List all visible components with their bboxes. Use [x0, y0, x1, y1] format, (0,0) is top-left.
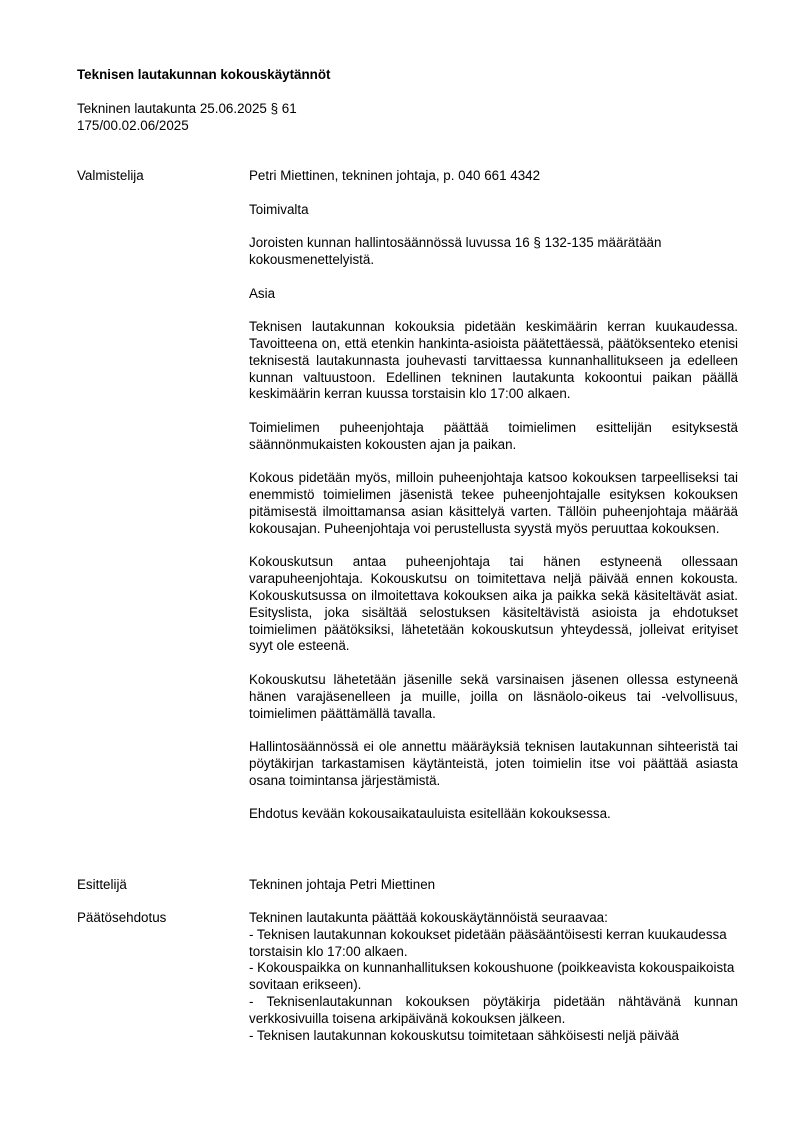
asia-paragraph: Hallintosäännössä ei ole annettu määräyksiä teknisen lautakunnan sihteeristä tai pöytäkirjan tarkastamisen käytänteistä, joten toimielin itse voi päättää asiasta osana toimintansa järjestämistä.	[249, 739, 738, 788]
asia-paragraph: Teknisen lautakunnan kokouksia pidetään keskimäärin kerran kuukaudessa. Tavoitteena on, että etenkin hankinta-asioista päätettäessä, päätöksenteko etenisi teknisestä lautakunnasta jouhevasti tarvittaessa kunnanhallitukseen ja edelleen kunnan valtuustoon. Edellinen tekninen lautakunta kokoontui paikan päällä keskimäärin kerran kuussa torstaisin klo 17:00 alkaen.	[249, 319, 738, 402]
asia-paragraph: Kokouskutsu lähetetään jäsenille sekä varsinaisen jäsenen ollessa estyneenä hänen varajäsenelleen ja muille, joilla on läsnäolo-oikeus tai -velvollisuus, toimielimen päättämällä tavalla.	[249, 671, 738, 721]
meeting-line: Tekninen lautakunta 25.06.2025 § 61	[77, 101, 297, 116]
heading-toimivalta: Toimivalta	[249, 201, 309, 217]
toimivalta-text: Joroisten kunnan hallintosäännössä luvussa 16 § 132-135 määrätään kokousmenettelyistä.	[249, 235, 662, 267]
document-meta	[77, 101, 297, 135]
asia-paragraph: Toimielimen puheenjohtaja päättää toimielimen esittelijän esityksestä säännönmukaisten kokousten ajan ja paikan.	[249, 419, 738, 452]
document-title: Teknisen lautakunnan kokouskäytännöt	[77, 67, 331, 82]
section-content-valmistelija	[249, 168, 738, 823]
section-label-valmistelija: Valmistelija	[77, 168, 144, 183]
heading-asia: Asia	[249, 285, 276, 301]
section-content-esittelija	[249, 877, 738, 894]
proposal-line: - Teknisenlautakunnan kokouksen pöytäkirja pidetään nähtävänä kunnan verkkosivuilla toisena arkipäivänä kokouksen jälkeen.	[249, 993, 738, 1026]
proposal-line: Tekninen lautakunta päättää kokouskäytännöistä seuraavaa:	[249, 910, 608, 925]
asia-paragraph: Ehdotus kevään kokousaikatauluista esitellään kokouksessa.	[249, 806, 611, 822]
section-content-paatosehdotus	[249, 910, 738, 1044]
presenter-name: Tekninen johtaja Petri Miettinen	[249, 877, 436, 892]
proposal-line: - Teknisen lautakunnan kokoukset pidetään pääsääntöisesti kerran kuukaudessa torstaisin klo 17:00 alkaen.	[249, 926, 727, 959]
proposal-line: - Kokouspaikka on kunnanhallituksen kokoushuone (poikkeavista kokouspaikoista sovitaan erikseen).	[249, 960, 735, 993]
proposal-line: - Teknisen lautakunnan kokouskutsu toimitetaan sähköisesti neljä päivää	[249, 1027, 680, 1043]
asia-paragraph: Kokouskutsun antaa puheenjohtaja tai hänen estyneenä ollessaan varapuheenjohtaja. Kokouskutsu on toimitettava neljä päivää ennen kokousta. Kokouskutsussa on ilmoitettava kokouksen aika ja paikka sekä käsiteltävät asiat. Esityslista, joka sisältää selostuksen käsiteltävistä asioista ja ehdotukset toimielimen päätöksiksi, lähetetään kokouskutsun yhteydessä, jolleivat erityiset syyt ole esteenä.	[249, 554, 738, 654]
section-label-paatosehdotus: Päätösehdotus	[77, 910, 167, 925]
record-number: 175/00.02.06/2025	[77, 117, 189, 133]
asia-paragraph: Kokous pidetään myös, milloin puheenjohtaja katsoo kokouksen tarpeelliseksi tai enemmistö toimielimen jäsenistä tekee puheenjohtajalle esityksen kokouksen pitämisestä ilmoittamansa asian käsittelyä varten. Tällöin puheenjohtaja määrää kokousajan. Puheenjohtaja voi perustellusta syystä myös peruuttaa kokouksen.	[249, 470, 738, 536]
section-label-esittelija: Esittelijä	[77, 877, 127, 892]
preparer-info: Petri Miettinen, tekninen johtaja, p. 040 661 4342	[249, 168, 541, 183]
